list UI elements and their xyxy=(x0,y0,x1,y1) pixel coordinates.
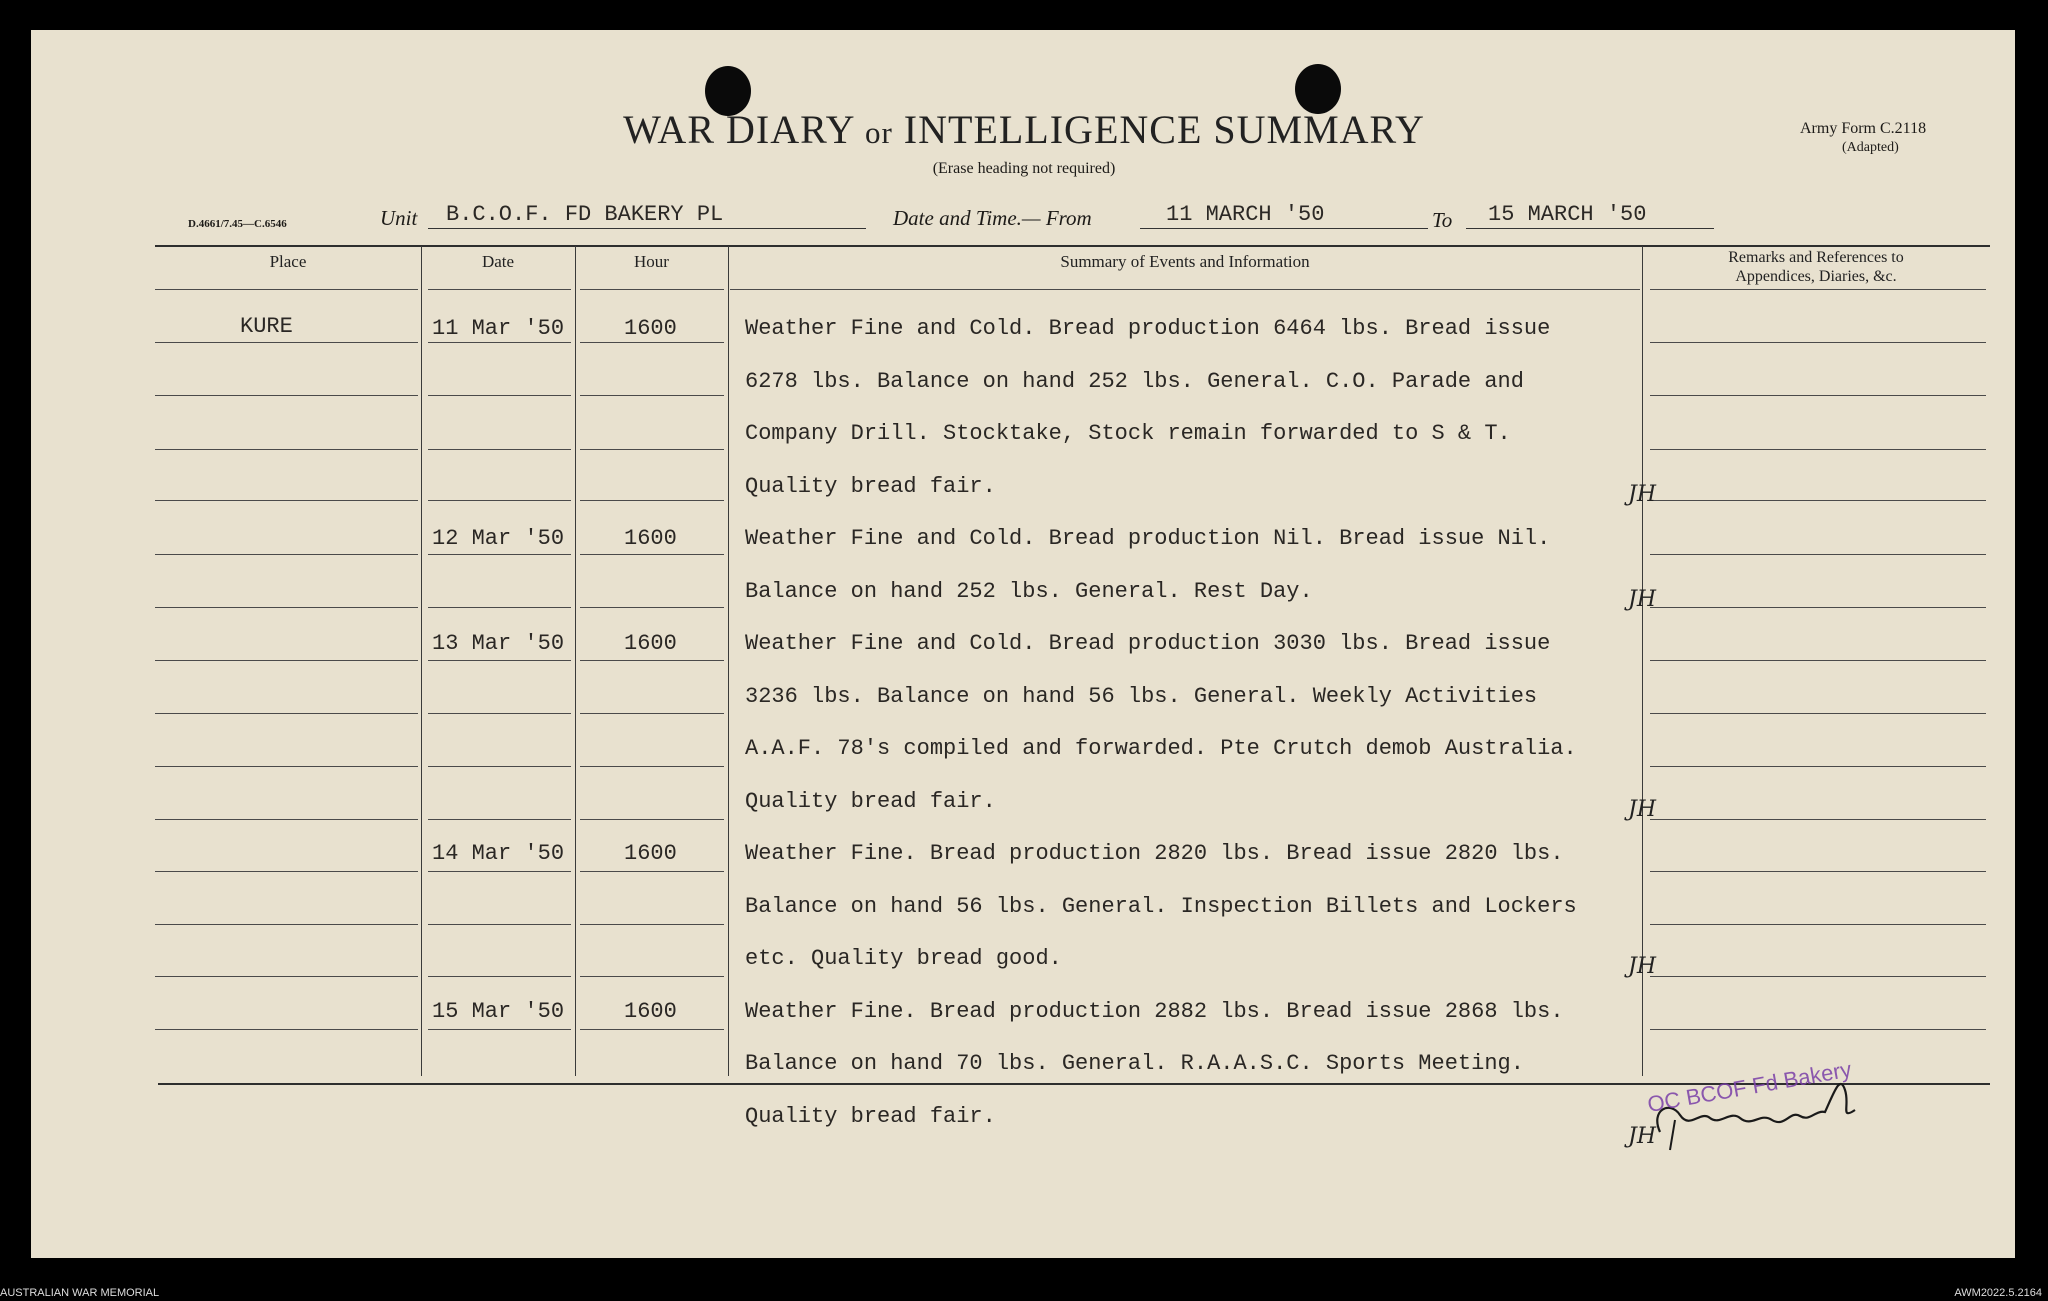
place-kure: KURE xyxy=(240,314,293,339)
entry-initials: JH xyxy=(1628,796,1657,822)
ruled-line xyxy=(155,554,418,555)
ruled-line xyxy=(155,766,418,767)
ruled-line xyxy=(155,660,418,661)
ruled-line xyxy=(428,713,571,714)
army-form-number: Army Form C.2118 xyxy=(1800,120,1927,137)
ruled-line xyxy=(428,289,571,290)
ruled-line xyxy=(1650,819,1986,820)
to-date-value: 15 MARCH '50 xyxy=(1488,202,1647,227)
document-subtitle: (Erase heading not required) xyxy=(932,160,1116,177)
document-title: WAR DIARY or INTELLIGENCE SUMMARY xyxy=(623,107,1425,152)
entry-summary-line: Quality bread fair. xyxy=(745,788,996,814)
from-underline xyxy=(1140,228,1428,229)
column-divider-summary-remarks xyxy=(1642,246,1643,1076)
ruled-line xyxy=(1650,1029,1986,1030)
column-header-hour: Hour xyxy=(634,252,669,271)
entry-hour: 1600 xyxy=(624,526,677,551)
entry-summary-line: Weather Fine. Bread production 2882 lbs. Bread issue 2868 lbs. xyxy=(745,998,1564,1024)
entry-summary-line: Balance on hand 56 lbs. General. Inspection Billets and Lockers xyxy=(745,893,1577,919)
entry-date: 12 Mar '50 xyxy=(432,526,565,551)
ruled-line xyxy=(428,554,571,555)
from-date-value: 11 MARCH '50 xyxy=(1166,202,1325,227)
entry-hour: 1600 xyxy=(624,316,677,341)
entry-summary-line: Weather Fine and Cold. Bread production Nil. Bread issue Nil. xyxy=(745,526,1551,551)
column-header-summary: Summary of Events and Information xyxy=(1060,252,1310,271)
ruled-line xyxy=(155,289,418,290)
ruled-line xyxy=(155,713,418,714)
ruled-line xyxy=(155,342,418,343)
ruled-line xyxy=(428,766,571,767)
entry-hour: 1600 xyxy=(624,841,677,866)
entry-summary-line: 6278 lbs. Balance on hand 252 lbs. General. C.O. Parade and xyxy=(745,368,1524,394)
ruled-line xyxy=(428,500,571,501)
entry-hour: 1600 xyxy=(624,998,677,1024)
column-header-date: Date xyxy=(481,252,515,271)
ruled-line xyxy=(580,1029,724,1030)
entry-initials: JH xyxy=(1628,954,1657,979)
ruled-line xyxy=(580,607,724,608)
ruled-line xyxy=(1650,976,1986,977)
ruled-line xyxy=(155,924,418,925)
entry-summary-line: Quality bread fair. xyxy=(745,473,996,499)
ruled-line xyxy=(155,500,418,501)
ruled-line xyxy=(580,766,724,767)
entry-date: 11 Mar '50 xyxy=(432,316,565,341)
ruled-line xyxy=(580,395,724,396)
entry-initials: JH xyxy=(1628,481,1657,507)
remarks-header-line2: Appendices, Diaries, &c. xyxy=(1735,268,1897,285)
entry-summary-line: Company Drill. Stocktake, Stock remain forwarded to S & T. xyxy=(745,421,1511,446)
ruled-line xyxy=(428,607,571,608)
ruled-line xyxy=(580,871,724,872)
ruled-line xyxy=(155,819,418,820)
ruled-line xyxy=(580,819,724,820)
ruled-line xyxy=(580,713,724,714)
entry-summary-line: Weather Fine and Cold. Bread production 3030 lbs. Bread issue xyxy=(745,631,1551,656)
entry-summary-line: A.A.F. 78's compiled and forwarded. Pte Crutch demob Australia. xyxy=(745,736,1577,761)
form-code: D.4661/7.45—C.6546 xyxy=(188,218,287,230)
ruled-line xyxy=(428,395,571,396)
ruled-line xyxy=(155,449,418,450)
table-top-rule xyxy=(155,245,1990,247)
entry-summary-line: Weather Fine. Bread production 2820 lbs. Bread issue 2820 lbs. xyxy=(745,841,1564,866)
entry-initials: JH xyxy=(1628,1123,1657,1149)
ruled-line xyxy=(428,342,571,343)
ruled-line xyxy=(580,342,724,343)
army-form-adapted: (Adapted) xyxy=(1842,140,1899,155)
entry-hour: 1600 xyxy=(624,631,677,656)
ruled-line xyxy=(580,660,724,661)
entry-summary-line: Weather Fine and Cold. Bread production 6464 lbs. Bread issue xyxy=(745,316,1551,341)
unit-value: B.C.O.F. FD BAKERY PL xyxy=(446,202,724,227)
ruled-line xyxy=(1650,449,1986,450)
ruled-line xyxy=(1650,766,1986,767)
column-header-remarks xyxy=(1642,248,1990,286)
ruled-line xyxy=(428,924,571,925)
ruled-line xyxy=(1650,554,1986,555)
ruled-line xyxy=(155,871,418,872)
ruled-line xyxy=(155,607,418,608)
entry-date: 13 Mar '50 xyxy=(432,631,565,656)
column-divider-hour-summary xyxy=(728,246,729,1076)
entry-summary-line: Balance on hand 70 lbs. General. R.A.A.S.C. Sports Meeting. xyxy=(745,1051,1524,1076)
ruled-line xyxy=(428,1029,571,1030)
ruled-line xyxy=(428,976,571,977)
ruled-line xyxy=(155,976,418,977)
column-divider-place-date xyxy=(421,246,422,1076)
unit-underline xyxy=(428,228,866,229)
unit-label: Unit xyxy=(380,206,418,230)
ruled-line xyxy=(1650,289,1986,290)
ruled-line xyxy=(580,924,724,925)
entry-summary-line: Quality bread fair. xyxy=(745,1103,996,1129)
ruled-line xyxy=(428,449,571,450)
ruled-line xyxy=(1650,660,1986,661)
ruled-line xyxy=(1650,607,1986,608)
entry-date: 14 Mar '50 xyxy=(432,841,565,866)
remarks-header-line1: Remarks and References to xyxy=(1728,249,1904,266)
ruled-line xyxy=(1650,342,1986,343)
entry-summary-line: 3236 lbs. Balance on hand 56 lbs. General. Weekly Activities xyxy=(745,683,1538,709)
ruled-line xyxy=(580,554,724,555)
ruled-line xyxy=(580,500,724,501)
ruled-line xyxy=(428,871,571,872)
ruled-line xyxy=(1650,871,1986,872)
entry-date: 15 Mar '50 xyxy=(432,998,565,1024)
ruled-line xyxy=(1650,924,1986,925)
column-divider-date-hour xyxy=(575,246,576,1076)
credit-left: AUSTRALIAN WAR MEMORIAL xyxy=(0,1287,160,1299)
credit-right: AWM2022.5.2164 xyxy=(1954,1287,2042,1299)
ruled-line xyxy=(580,449,724,450)
ruled-line xyxy=(580,289,724,290)
ruled-line xyxy=(428,660,571,661)
ruled-line xyxy=(428,819,571,820)
date-time-label: Date and Time.— From xyxy=(893,206,1092,230)
ruled-line xyxy=(1650,395,1986,396)
to-label: To xyxy=(1432,208,1453,232)
to-underline xyxy=(1466,228,1714,229)
unit-stamp: OC BCOF Fd Bakery xyxy=(1645,1056,1854,1118)
ruled-line xyxy=(155,395,418,396)
entry-initials: JH xyxy=(1628,586,1657,612)
entry-summary-line: etc. Quality bread good. xyxy=(745,946,1062,971)
ruled-line xyxy=(580,976,724,977)
column-header-place: Place xyxy=(269,252,307,271)
ruled-line xyxy=(155,1029,418,1030)
ruled-line xyxy=(1650,500,1986,501)
ruled-line xyxy=(1650,713,1986,714)
entry-summary-line: Balance on hand 252 lbs. General. Rest Day. xyxy=(745,578,1313,604)
summary-header-rule xyxy=(730,289,1640,290)
